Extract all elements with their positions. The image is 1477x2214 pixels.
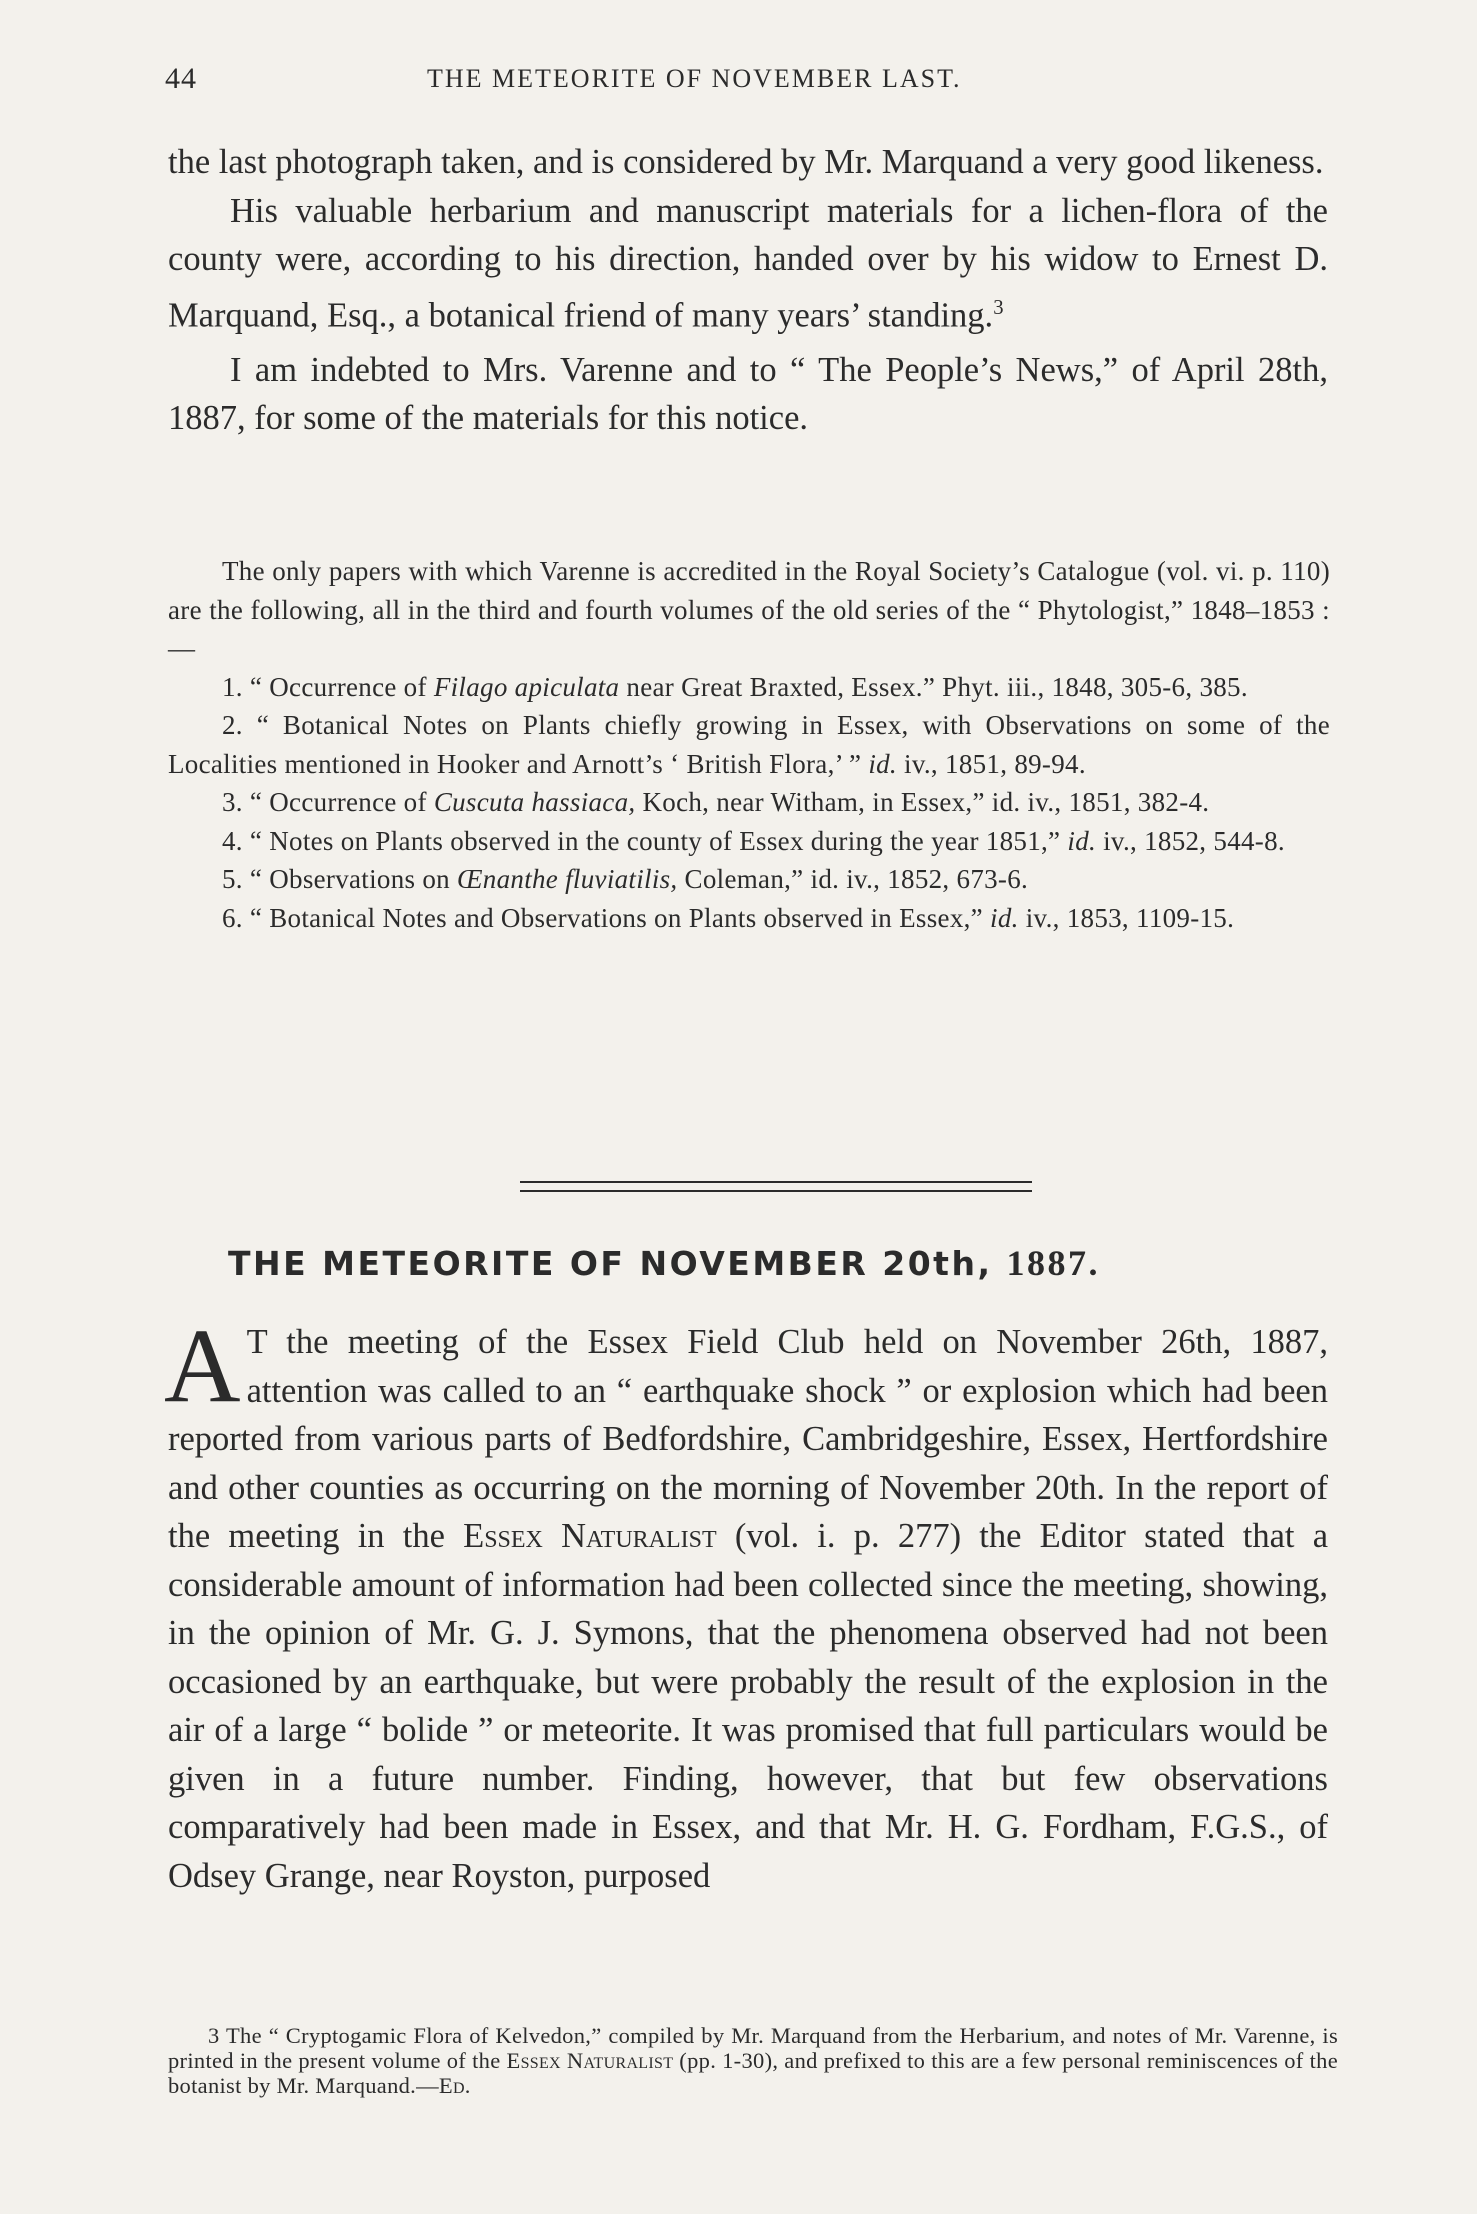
section-heading-text: THE METEORITE OF NOVEMBER 20th, (228, 1244, 993, 1283)
paper-item-text: Coleman,” id. iv., 1852, 673-6. (677, 864, 1029, 894)
paper-item-text: 1. “ Occurrence of (222, 671, 434, 702)
section-heading-year: 1887. (1006, 1243, 1100, 1283)
paper-item-text: 6. “ Botanical Notes and Observations on Plants observed in Essex,” (222, 902, 991, 933)
section-divider-bottom (520, 1190, 1032, 1192)
footnote-text: The “ Cryptogamic Flora of Kelvedon,” compiled by Mr. Marquand from the Herbarium, and notes of Mr. Varenne, is printed in the present volume of the (168, 2023, 1338, 2073)
paper-item (168, 899, 1330, 938)
paper-item-text: 3. “ Occurrence of (222, 787, 434, 817)
section-divider-top (520, 1181, 1032, 1183)
paper-item-italic: id. (990, 902, 1019, 933)
section-paragraph (164, 1307, 1329, 1900)
paper-item-text: iv., 1852, 544-8. (1096, 825, 1285, 856)
running-title: THE METEORITE OF NOVEMBER LAST. (427, 64, 962, 93)
paper-item-italic: Filago apiculata (433, 671, 620, 702)
paragraph-acknowledgement: I am indebted to Mrs. Varenne and to “ The People’s News,” of April 28th, 1887, for some of the materials for this notice. (168, 350, 1328, 437)
papers-list (168, 552, 1330, 937)
paper-item-italic: id. (868, 748, 897, 779)
paper-item (168, 783, 1330, 822)
paper-item-italic: id. (1067, 825, 1097, 856)
footnote-number: 3 (208, 2023, 220, 2048)
footnote-text: (pp. 1-30), and prefixed to this are a few personal reminiscences of the botanist by Mr. Marquand.— (168, 2048, 1338, 2098)
footnote-journal-name: Essex Naturalist (506, 2048, 674, 2073)
paragraph-herbarium-text: His valuable herbarium and manuscript materials for a lichen-flora of the county were, according to his direction, handed over by his widow to Ernest D. Marquand, Esq., a botanical friend of many years’ standing. (168, 191, 1328, 334)
papers-intro: The only papers with which Varenne is accredited in the Royal Society’s Catalogue (vol. vi. p. 110) are the following, all in the third and fourth volumes of the old series of the “ Phytologist,” 1848–1853 :— (168, 556, 1330, 663)
footnote-editor: Ed. (438, 2073, 471, 2098)
paper-item-text: Koch, near Witham, in Essex,” id. iv., 1851, 382-4. (635, 787, 1210, 817)
section-body (164, 1307, 1329, 1900)
journal-name: Essex Naturalist (463, 1517, 717, 1555)
paper-item (168, 822, 1330, 861)
paper-item-text: iv., 1853, 1109-15. (1018, 902, 1235, 933)
running-header (165, 62, 1330, 102)
paper-item-text: near Great Braxted, Essex.” Phyt. iii., 1848, 305-6, 385. (619, 671, 1248, 702)
footnote-ref: 3 (993, 296, 1004, 319)
section-paragraph-text: T the meeting of the Essex Field Club held on November 26th, 1887, attention was called to an “ earthquake shock ” or explosion which had been reported from various parts of Bedfordshire, Cambridgeshire, Essex, Hertfordshire and other counties as occurring on the morning of November 20th. In the report of the meeting in the (168, 1323, 1328, 1555)
paper-item-italic: Œnanthe fluviatilis, (457, 864, 678, 894)
section-paragraph-text: (vol. i. p. 277) the Editor stated that a considerable amount of information had been collected since the meeting, showing, in the opinion of Mr. G. J. Symons, that the phenomena observed had not been occasioned by an earthquake, but were probably the result of the explosion in the air of a large “ bolide ” or meteorite. It was promised that full particulars would be given in a future number. Finding, however, that but few observations comparatively had been made in Essex, and that Mr. H. G. Fordham, F.G.S., of Odsey Grange, near Royston, purposed (168, 1517, 1329, 1895)
page-number: 44 (165, 62, 197, 95)
paper-item (168, 668, 1330, 707)
paper-item (168, 860, 1330, 899)
drop-cap: A (164, 1307, 241, 1424)
paper-item-text: 4. “ Notes on Plants observed in the county of Essex during the year 1851,” (222, 825, 1068, 856)
paragraph-herbarium (168, 187, 1328, 340)
paragraph-continued: the last photograph taken, and is considered by Mr. Marquand a very good likeness. (168, 143, 1324, 181)
footnote (168, 2023, 1338, 2098)
paper-item (168, 706, 1330, 783)
paper-item-text: 5. “ Observations on (222, 864, 458, 894)
paper-item-text: iv., 1851, 89-94. (896, 748, 1086, 779)
continued-text (168, 138, 1328, 443)
paper-item-italic: Cuscuta hassiaca, (433, 787, 636, 817)
paper-item-text: 2. “ Botanical Notes on Plants chiefly growing in Essex, with Observations on some of the Localities mentioned in Hooker and Arnott’s ‘ British Flora,’ ” (168, 710, 1330, 779)
section-heading (228, 1242, 1308, 1284)
